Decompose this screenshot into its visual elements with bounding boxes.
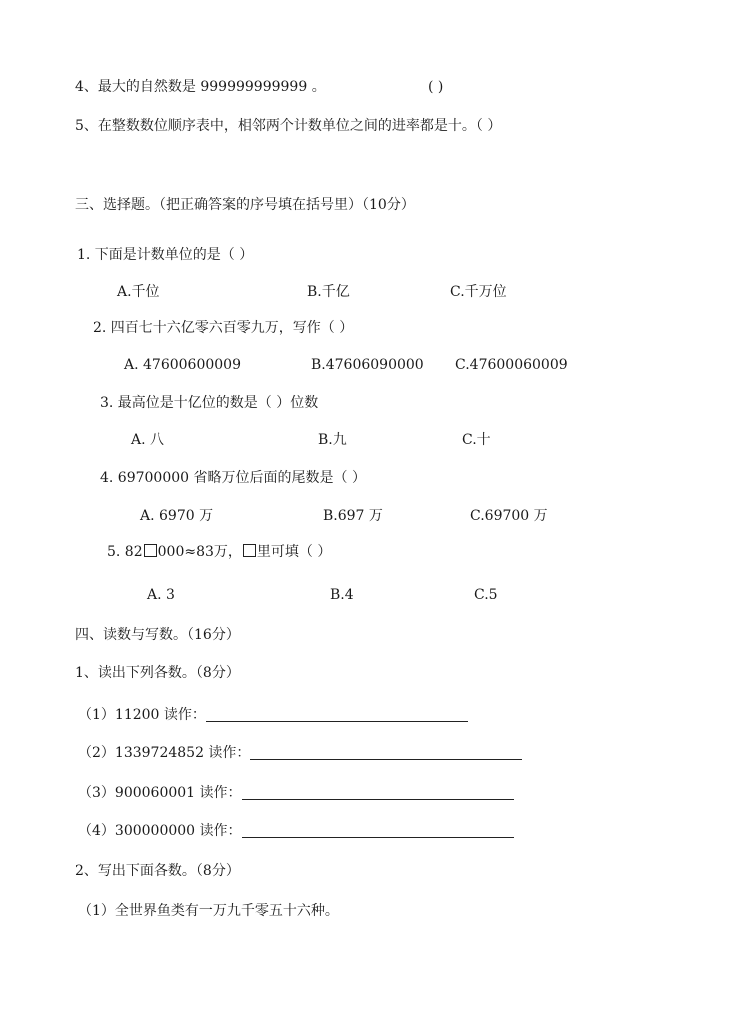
choice-q2-option-a[interactable]: A. 47600600009 — [124, 357, 241, 373]
blank-square-icon[interactable] — [144, 544, 157, 557]
choice-q1-option-a[interactable]: A.千位 — [117, 284, 160, 300]
reading-item-2 — [78, 743, 522, 763]
choice-q2-option-c[interactable]: C.47600060009 — [455, 357, 568, 373]
judge-question-4 — [75, 77, 326, 97]
reading-item-1-label: （1）11200 读作： — [78, 707, 206, 723]
choice-q4-option-a[interactable]: A. 6970 万 — [140, 508, 214, 524]
reading-item-4 — [78, 821, 514, 841]
choice-q5-option-a[interactable]: A. 3 — [147, 587, 175, 603]
choice-q3-option-c[interactable]: C.十 — [462, 432, 491, 448]
choice-q4-option-c[interactable]: C.69700 万 — [470, 508, 548, 524]
writing-item-1: （1）全世界鱼类有一万九千零五十六种。 — [78, 903, 339, 919]
choice-question-2: 2. 四百七十六亿零六百零九万，写作（ ） — [93, 320, 354, 336]
judge-q4-text: 4、最大的自然数是 999999999999 。 — [75, 79, 326, 95]
choice-q4-option-b[interactable]: B.697 万 — [323, 508, 383, 524]
choice-q1-option-b[interactable]: B.千亿 — [307, 284, 350, 300]
reading-item-3-answer-line[interactable] — [242, 785, 514, 800]
choice-q3-option-a[interactable]: A. 八 — [131, 432, 165, 448]
reading-subheading-2: 2、写出下面各数。（8分） — [75, 863, 240, 879]
choice-q1-option-c[interactable]: C.千万位 — [450, 284, 507, 300]
choice-q2-option-b[interactable]: B.47606090000 — [311, 357, 424, 373]
reading-subheading-1: 1、读出下列各数。（8分） — [75, 665, 240, 681]
reading-item-3 — [78, 783, 514, 803]
choice-q3-option-b[interactable]: B.九 — [318, 432, 347, 448]
choice-q5-stem-part-3: 里可填（ ） — [256, 544, 332, 560]
judge-question-5: 5、在整数数位顺序表中，相邻两个计数单位之间的进率都是十。（ ） — [75, 118, 502, 134]
section-heading-choice: 三、选择题。（把正确答案的序号填在括号里）（10分） — [75, 197, 415, 213]
reading-item-2-answer-line[interactable] — [250, 745, 522, 760]
choice-question-4: 4. 69700000 省略万位后面的尾数是（ ） — [100, 470, 366, 486]
choice-q5-option-b[interactable]: B.4 — [330, 587, 354, 603]
judge-q4-answer-paren[interactable]: ( ) — [428, 79, 444, 95]
choice-q5-stem-part-1: 5. 82 — [107, 544, 143, 560]
reading-item-4-label: （4）300000000 读作： — [78, 823, 242, 839]
choice-question-3: 3. 最高位是十亿位的数是（ ）位数 — [100, 395, 319, 411]
reading-item-2-label: （2）1339724852 读作： — [78, 745, 251, 761]
reading-item-3-label: （3）900060001 读作： — [78, 785, 242, 801]
reading-item-4-answer-line[interactable] — [242, 823, 514, 838]
section-heading-reading: 四、读数与写数。（16分） — [75, 627, 240, 643]
choice-q5-option-c[interactable]: C.5 — [474, 587, 498, 603]
reading-item-1-answer-line[interactable] — [206, 707, 468, 722]
choice-question-5 — [107, 542, 331, 562]
reading-item-1 — [78, 705, 468, 725]
choice-question-1: 1. 下面是计数单位的是（ ） — [77, 247, 254, 263]
blank-square-icon — [243, 544, 256, 557]
choice-q5-stem-part-2: 000≈83万， — [157, 544, 242, 560]
